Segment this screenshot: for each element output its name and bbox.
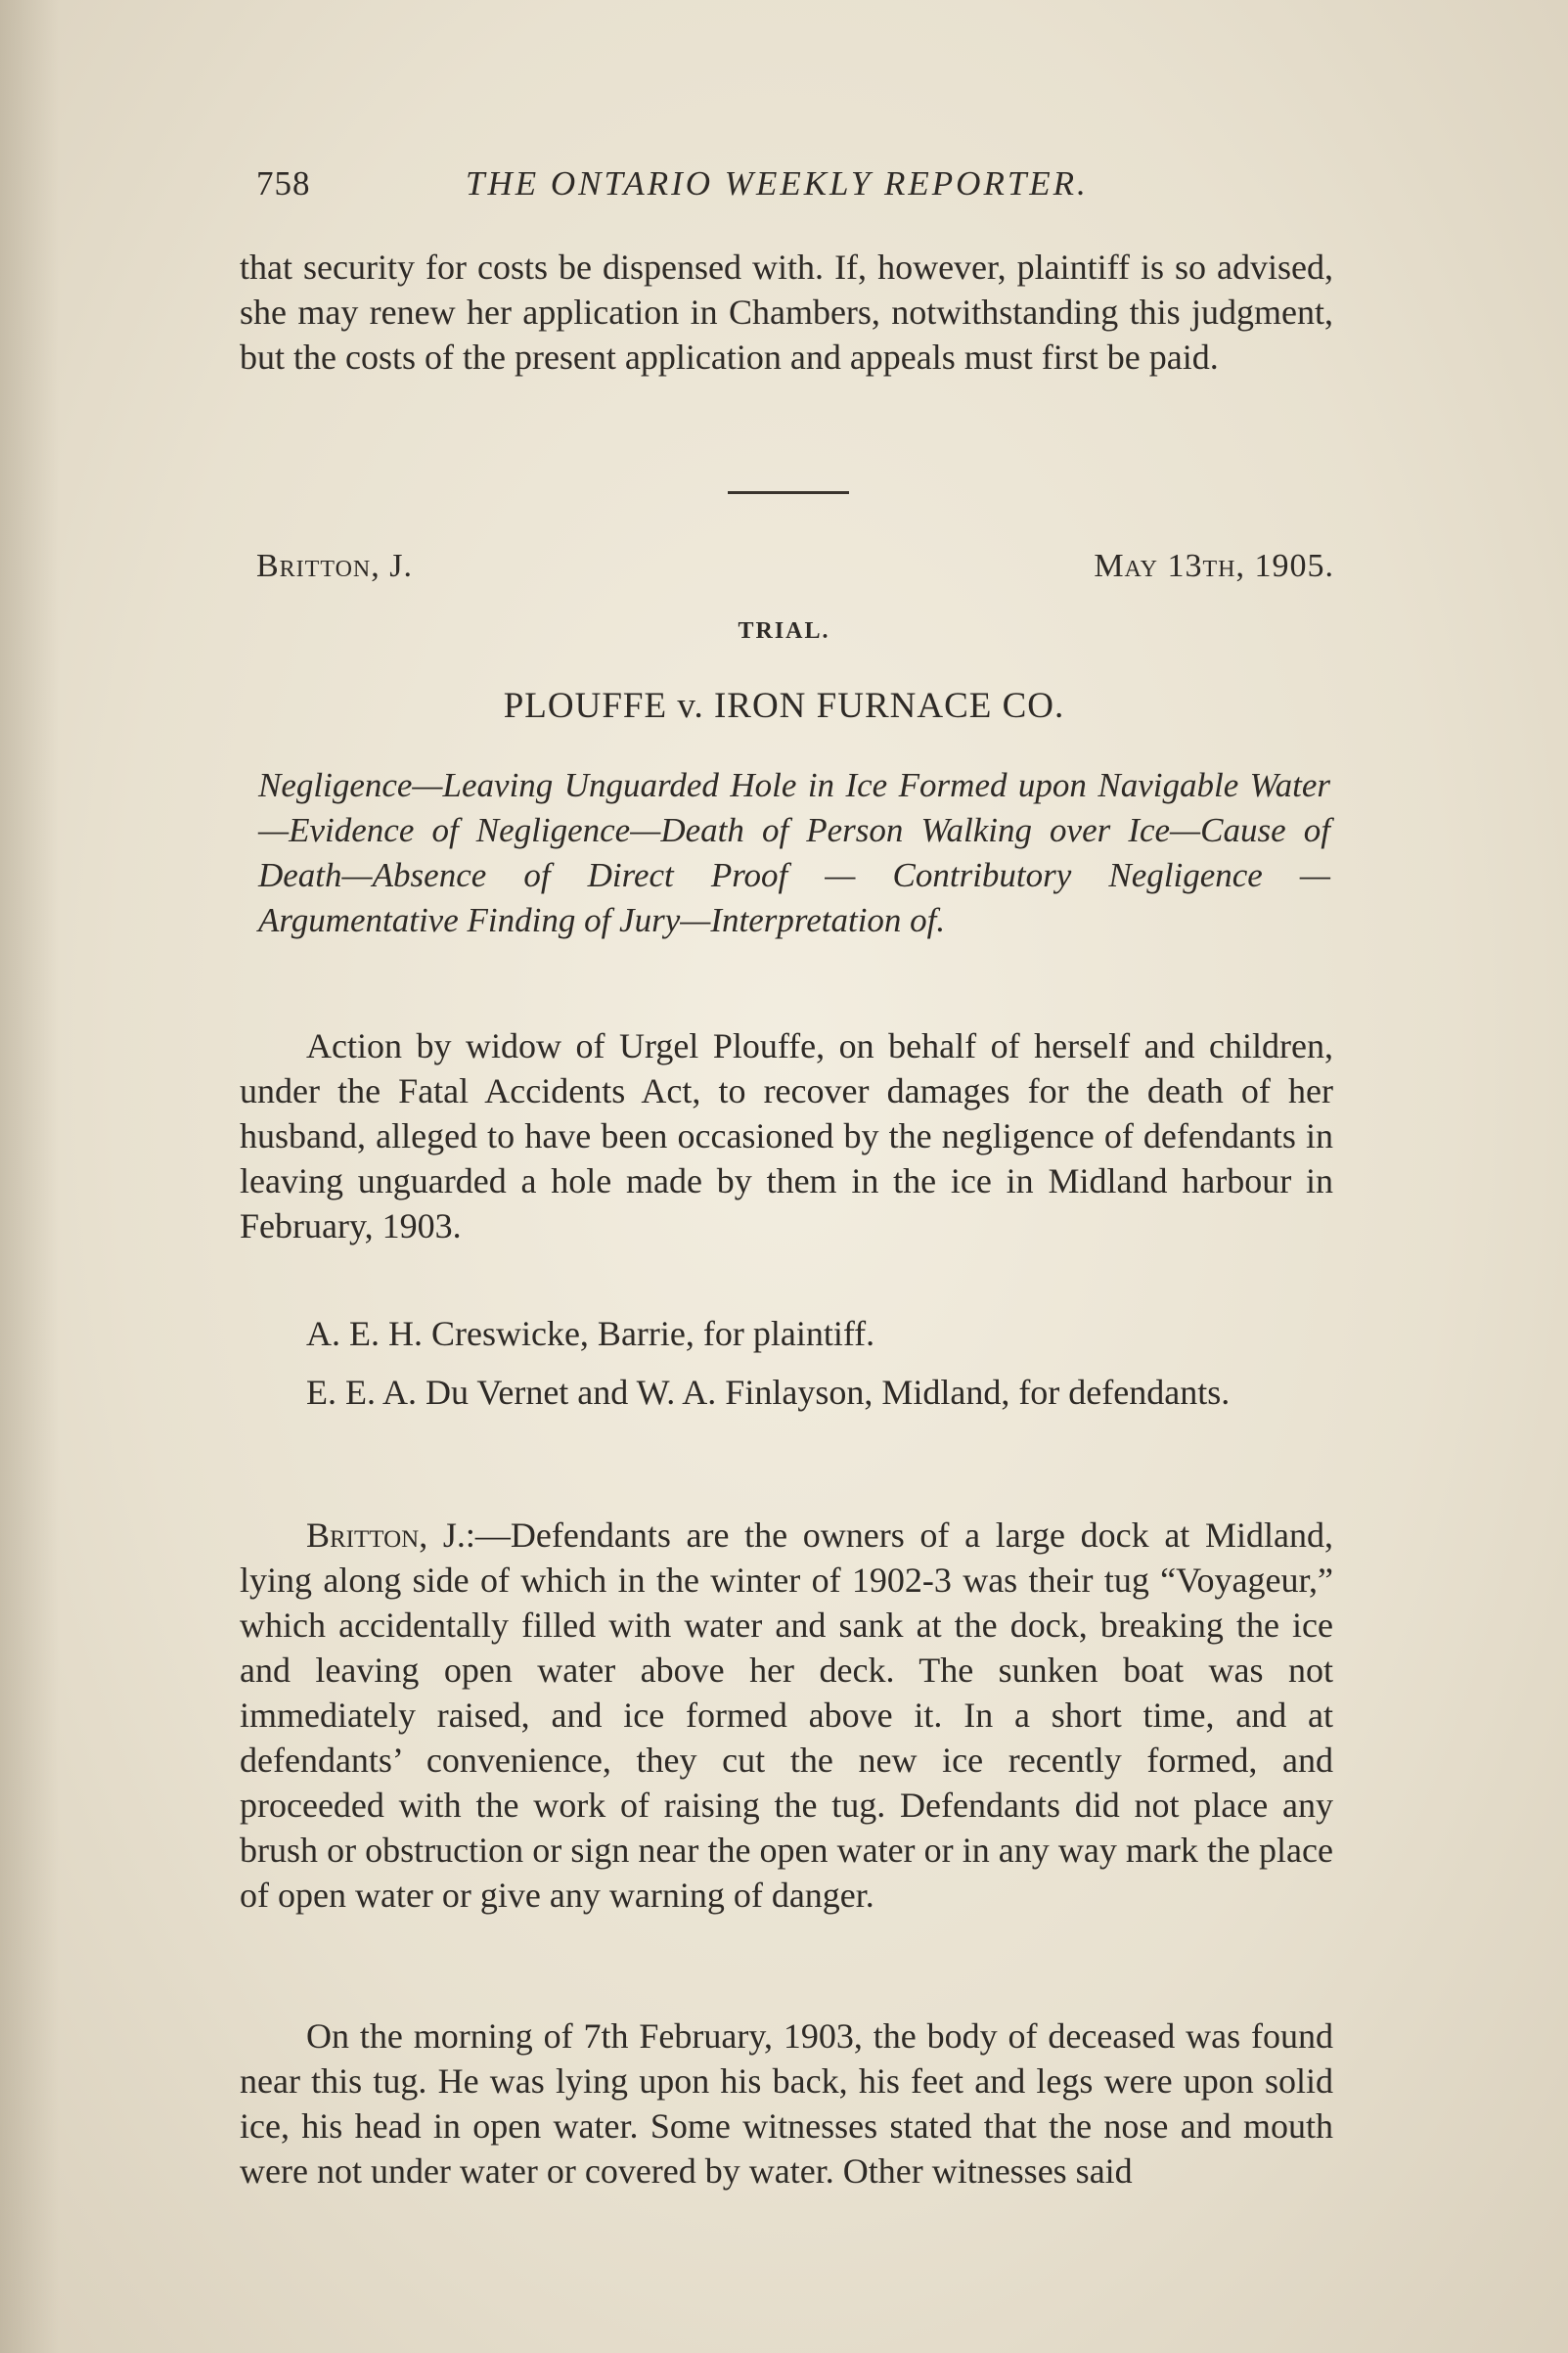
decision-date: May 13th, 1905. bbox=[1094, 548, 1334, 584]
judgment-paragraph bbox=[240, 1513, 1333, 1918]
page-header bbox=[256, 164, 1332, 211]
continued-paragraph: that security for costs be dispensed with. If, however, plaintiff is so advised, she may renew her application in Chambers, notwithstanding this judgment, but the costs of the present application and appeals must first be paid. bbox=[240, 248, 1333, 377]
counsel-defendants: E. E. A. Du Vernet and W. A. Finlayson, Midland, for defendants. bbox=[306, 1373, 1231, 1412]
page-number: 758 bbox=[256, 164, 311, 203]
judgment-text: :—Defendants are the owners of a large dock at Midland, lying along side of which in the winter of 1902-3 was their tug “Voyageur,” which accidentally filled with water and sank at the dock, breaking the ice and leaving open water above her deck. The sunken boat was not immediately raised, and ice formed above it. In a short time, and at defendants’ convenience, they cut the new ice recently formed, and proceeded with the work of raising the tug. Defendants did not place any brush or obstruction or sign near the open water or in any way mark the place of open water or give any warning of danger. bbox=[240, 1516, 1333, 1915]
facts-paragraph: On the morning of 7th February, 1903, the body of deceased was found near this tug. He was lying upon his back, his feet and legs were upon solid ice, his head in open water. Some witnesses stated that the nose and mouth were not under water or covered by water. Other witnesses said bbox=[240, 2016, 1333, 2191]
headnote bbox=[258, 763, 1330, 943]
judgment-judge-name: Britton, J. bbox=[306, 1516, 466, 1555]
judge-name: Britton, J. bbox=[256, 548, 413, 584]
section-divider bbox=[728, 491, 849, 494]
trial-label: TRIAL. bbox=[738, 618, 830, 644]
running-title: THE ONTARIO WEEKLY REPORTER. bbox=[466, 164, 1089, 203]
headnote-text: Negligence—Leaving Unguarded Hole in Ice Formed upon Navigable Water—Evidence of Negligence—Death of Person Walking over Ice—Cause of Death—Absence of Direct Proof — Contributory Negligence — Argumentative Finding of Jury—Interpretation of. bbox=[258, 766, 1330, 939]
counsel-plaintiff: A. E. H. Creswicke, Barrie, for plaintiff. bbox=[306, 1314, 875, 1353]
case-title: PLOUFFE v. IRON FURNACE CO. bbox=[503, 686, 1065, 726]
judge-date-line bbox=[256, 548, 1334, 597]
spine-shadow bbox=[0, 0, 59, 2353]
action-paragraph: Action by widow of Urgel Plouffe, on behalf of herself and children, under the Fatal Accidents Act, to recover damages for the death of her husband, alleged to have been occasioned by the negligence of defendants in leaving unguarded a hole made by them in the ice in Midland harbour in February, 1903. bbox=[240, 1026, 1333, 1245]
